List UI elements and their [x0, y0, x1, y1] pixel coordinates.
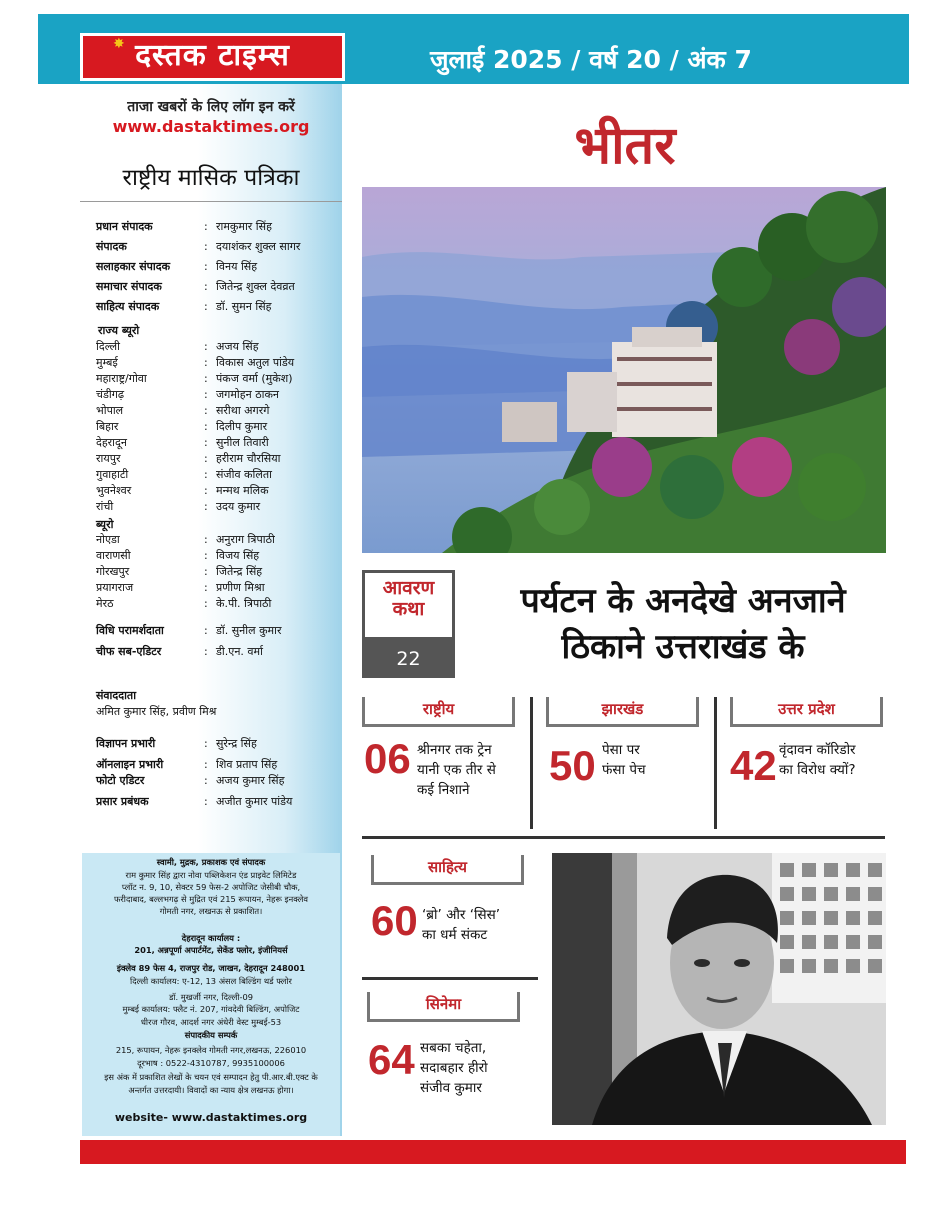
- list-item: चंडीगढ़ : जगमोहन ठाकन: [96, 388, 280, 401]
- phone-line: दूरभाष : 0522-4310787, 9935100006: [137, 1058, 285, 1068]
- cover-story-page: 22: [362, 640, 455, 678]
- staff-row: प्रसार प्रबंधक : अजीत कुमार पांडेय: [96, 795, 293, 808]
- category-uttar-pradesh: उत्तर प्रदेश: [730, 697, 883, 727]
- correspondents-names: अमित कुमार सिंह, प्रवीण मिश्र: [96, 705, 217, 718]
- list-item: प्रयागराज : प्रणीण मिश्रा: [96, 581, 265, 594]
- category-literature: साहित्य: [371, 855, 524, 885]
- cover-story-label: आवरण कथा: [362, 570, 455, 640]
- business-list: [96, 736, 346, 810]
- list-item: दिल्ली : अजय सिंह: [96, 340, 259, 353]
- note-line: इस अंक में प्रकाशित लेखों के चयन एवं सम्पादन हेतु पी.आर.बी.एक्ट के: [104, 1072, 318, 1082]
- list-item: भोपाल : सरीथा अगरगे: [96, 404, 270, 417]
- magazine-type: राष्ट्रीय मासिक पत्रिका: [122, 165, 300, 191]
- office-line: मुम्बई कार्यालय: फ्लैट नं. 207, गांवदेवी बिल्डिंग, अपोजिट: [122, 1004, 300, 1014]
- article-jharkhand[interactable]: पेसा पर फंसा पेच: [602, 742, 646, 778]
- divider: [362, 836, 885, 839]
- publisher-line: फरीदाबाद, बल्लभगढ़ से मुद्रित एवं 215 रूपायन, नेहरू इनक्लेव: [114, 894, 308, 904]
- article-uttar-pradesh[interactable]: वृंदावन कॉरिडोर का विरोध क्यों?: [779, 742, 856, 778]
- article-national[interactable]: श्रीनगर तक ट्रेन यानी एक तीर से कई निशाने: [417, 742, 496, 798]
- list-item: देहरादून : सुनील तिवारी: [96, 436, 269, 449]
- contact-line: 215, रूपायन, नेहरू इनक्लेव गोमती नगर,लखनऊ, 226010: [115, 1045, 307, 1055]
- actor-photo[interactable]: [552, 853, 886, 1125]
- staff-row: सलाहकार संपादक : विनय सिंह: [96, 260, 258, 273]
- category-jharkhand: झारखंड: [546, 697, 699, 727]
- page-number: 42: [730, 742, 777, 789]
- category-national: राष्ट्रीय: [362, 697, 515, 727]
- list-item: बिहार : दिलीप कुमार: [96, 420, 268, 433]
- list-item: नोएडा : अनुराग त्रिपाठी: [96, 533, 275, 546]
- list-item: भुवनेश्वर : मन्मथ मलिक: [96, 484, 269, 497]
- publisher-line: प्लॉट न. 9, 10, सेक्टर 59 फेस-2 अपोजिट जेसीबी चौक,: [121, 882, 301, 892]
- cover-photo[interactable]: [362, 187, 886, 553]
- note-line: अन्तर्गत उत्तरदायी। विवादों का न्याय क्षेत्र लखनऊ होगा।: [128, 1085, 294, 1095]
- office-line: इंक्लेव 89 फेस 4, राजपुर रोड, जाखन, देहरादून 248001: [116, 963, 306, 973]
- website-link[interactable]: www.dastaktimes.org: [112, 117, 310, 136]
- staff-row: साहित्य संपादक : डॉ. सुमन सिंह: [96, 300, 272, 313]
- office-line: 201, अन्नपूर्णा अपार्टमेंट, सेकेंड फ्लोर, इंजीनियर्स: [134, 945, 288, 955]
- staff-row: संपादक : दयाशंकर शुक्ल सागर: [96, 240, 301, 253]
- page-number: 50: [549, 742, 596, 789]
- page-number: 64: [368, 1036, 415, 1083]
- office-line: डॉ. मुखर्जी नगर, दिल्ली-09: [168, 992, 254, 1002]
- footer-bar: [80, 1140, 906, 1164]
- page-number: 60: [371, 897, 418, 944]
- list-item: वाराणसी : विजय सिंह: [96, 549, 260, 562]
- page-number: 06: [364, 735, 411, 782]
- state-bureau-list: [96, 339, 346, 515]
- state-bureau-heading: राज्य ब्यूरो: [98, 324, 140, 337]
- staff-row: ऑनलाइन प्रभारी : शिव प्रताप सिंह: [96, 758, 278, 771]
- publisher-website[interactable]: website- www.dastaktimes.org: [114, 1111, 308, 1124]
- staff-row: प्रधान संपादक : रामकुमार सिंह: [96, 220, 272, 233]
- correspondents-heading: संवाददाता: [96, 689, 137, 702]
- article-cinema[interactable]: सबका चहेता, सदाबहार हीरो संजीव कुमार: [420, 1040, 488, 1096]
- contact-heading: संपादकीय सम्पर्क: [184, 1030, 238, 1040]
- list-item: रायपुर : हरीराम चौरसिया: [96, 452, 281, 465]
- divider: [530, 697, 533, 829]
- divider: [362, 977, 538, 980]
- magazine-logo[interactable]: [80, 33, 345, 81]
- bureau-heading: ब्यूरो: [96, 518, 114, 531]
- staff-row: फोटो एडिटर : अजय कुमार सिंह: [96, 774, 285, 787]
- issue-line: जुलाई 2025 / वर्ष 20 / अंक 7: [430, 45, 752, 74]
- office-line: दिल्ली कार्यालय: ए-12, 13 अंसल बिल्डिंग थर्ड फ्लोर: [130, 976, 292, 986]
- staff-row: समाचार संपादक : जितेन्द्र शुक्ल देवव्रत: [96, 280, 295, 293]
- divider: [714, 697, 717, 829]
- login-prompt: ताजा खबरों के लिए लॉग इन करें: [127, 99, 295, 115]
- office-line: धीरज गौरव, आदर्श नगर अंधेरी वेस्ट मुम्बई-53: [140, 1017, 282, 1027]
- cover-story-title[interactable]: पर्यटन के अनदेखे अनजाने ठिकाने उत्तराखंड के: [520, 581, 846, 667]
- staff-row: चीफ सब-एडिटर : डी.एन. वर्मा: [96, 645, 263, 658]
- bureau-list: [96, 532, 346, 612]
- publisher-line: गोमती नगर, लखनऊ से प्रकाशित।: [159, 906, 263, 916]
- category-cinema: सिनेमा: [367, 992, 520, 1022]
- editorial-list: [96, 217, 346, 317]
- contents-heading: भीतर: [574, 116, 676, 176]
- office-heading: देहरादून कार्यालय :: [181, 933, 241, 943]
- publisher-heading: स्वामी, मुद्रक, प्रकाशक एवं संपादक: [156, 857, 266, 867]
- list-item: मुम्बई : विकास अतुल पांडेय: [96, 356, 295, 369]
- list-item: महाराष्ट्र/गोवा : पंकज वर्मा (मुकेश): [96, 372, 293, 385]
- publisher-line: राम कुमार सिंह द्वारा नोवा पब्लिकेशन एंड प्राइवेट लिमिटेड: [125, 870, 297, 880]
- list-item: गोरखपुर : जितेन्द्र सिंह: [96, 565, 263, 578]
- divider: [80, 201, 342, 202]
- list-item: गुवाहाटी : संजीव कलिता: [96, 468, 272, 481]
- logo-text: दस्तक टाइम्स: [135, 38, 290, 73]
- article-literature[interactable]: ‘ब्रो’ और ‘सिस’ का धर्म संकट: [422, 907, 501, 943]
- legal-list: [96, 620, 346, 662]
- list-item: रांची : उदय कुमार: [96, 500, 261, 513]
- staff-row: विधि परामर्शदाता : डॉ. सुनील कुमार: [96, 624, 282, 637]
- staff-row: विज्ञापन प्रभारी : सुरेन्द्र सिंह: [96, 737, 257, 750]
- star-icon: ✸: [113, 36, 126, 52]
- list-item: मेरठ : के.पी. त्रिपाठी: [96, 597, 272, 610]
